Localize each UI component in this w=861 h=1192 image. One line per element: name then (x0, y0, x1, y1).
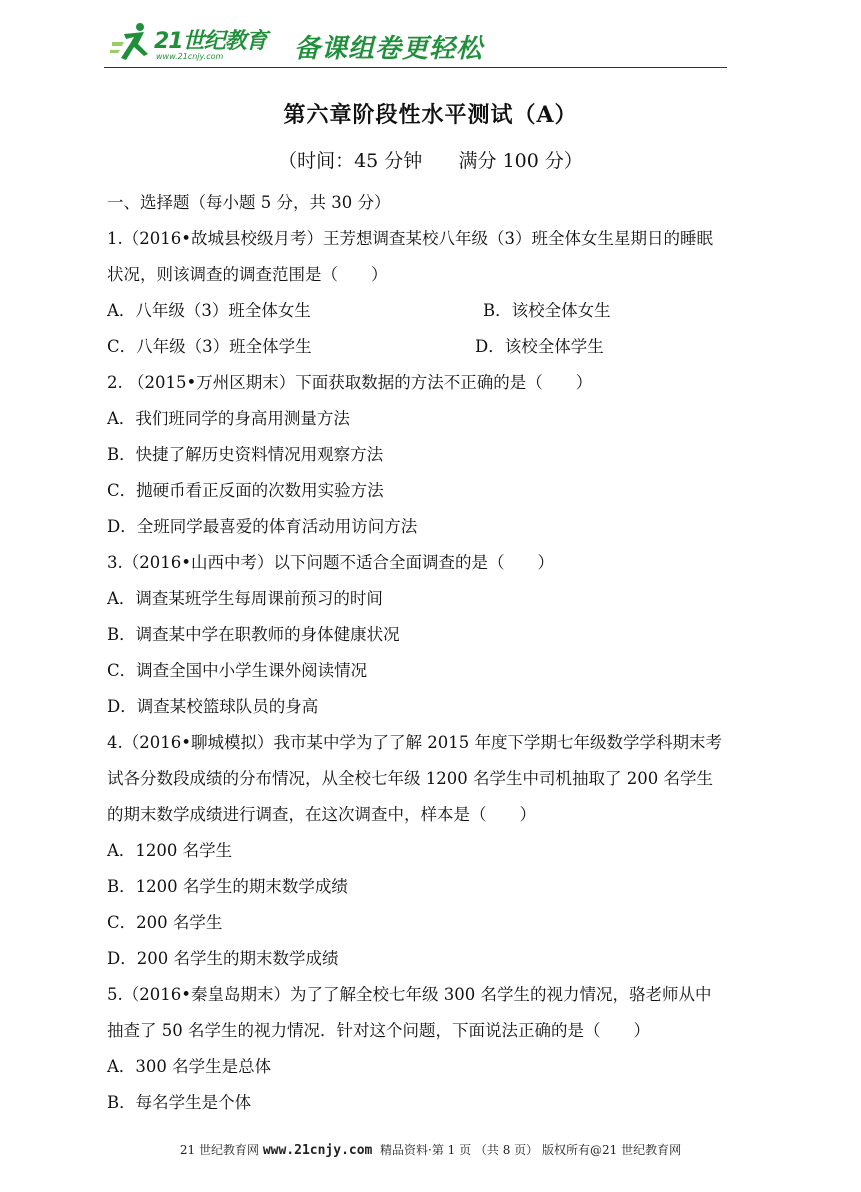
question-4-option-a: A．1200 名学生 (107, 841, 233, 860)
question-1-option-d: D．该校全体学生 (475, 337, 604, 356)
question-2-option-b: B．快捷了解历史资料情况用观察方法 (107, 445, 384, 464)
question-4-option-c: C．200 名学生 (107, 913, 223, 932)
slogan: 备课组卷更轻松 (294, 34, 484, 64)
question-2-option-c: C．抛硬币看正反面的次数用实验方法 (107, 481, 384, 500)
question-5-option-a: A．300 名学生是总体 (107, 1057, 272, 1076)
question-3-option-d: D．调查某校篮球队员的身高 (107, 697, 319, 716)
question-1-line-1: 1.（2016•故城县校级月考）王芳想调查某校八年级（3）班全体女生星期日的睡眠 (107, 229, 713, 248)
footer-left-text: 21 世纪教育网 (179, 1143, 263, 1157)
question-4-option-d: D．200 名学生的期末数学成绩 (107, 949, 339, 968)
question-3-option-c: C．调查全国中小学生课外阅读情况 (107, 661, 368, 680)
question-5-option-b: B．每名学生是个体 (107, 1093, 252, 1112)
footer-right-text: 精品资料·第 1 页 （共 8 页） 版权所有@21 世纪教育网 (372, 1143, 682, 1157)
page-title: 第六章阶段性水平测试（A） (283, 102, 578, 128)
question-1-line-2: 状况，则该调查的调查范围是（ ） (107, 265, 388, 284)
question-1-option-a: A．八年级（3）班全体女生 (107, 301, 311, 320)
header-divider (104, 67, 727, 68)
section-heading: 一、选择题（每小题 5 分，共 30 分） (107, 193, 391, 212)
logo-url: www.21cnjy.com (156, 52, 224, 61)
question-2-option-d: D．全班同学最喜爱的体育活动用访问方法 (107, 517, 418, 536)
question-4-line-3: 的期末数学成绩进行调查，在这次调查中，样本是（ ） (107, 805, 536, 824)
logo-text: 21世纪教育 (154, 29, 267, 54)
question-3-option-b: B．调查某中学在职教师的身体健康状况 (107, 625, 400, 644)
footer-url-link[interactable]: www.21cnjy.com (262, 1143, 373, 1158)
question-2-line-1: 2. （2015•万州区期末）下面获取数据的方法不正确的是（ ） (107, 373, 593, 392)
question-3-line-1: 3.（2016•山西中考）以下问题不适合全面调查的是（ ） (107, 553, 554, 572)
runner-logo-icon (110, 20, 158, 64)
page-footer (0, 1141, 861, 1158)
question-4-option-b: B．1200 名学生的期末数学成绩 (107, 877, 348, 896)
question-4-line-2: 试各分数段成绩的分布情况，从全校七年级 1200 名学生中司机抽取了 200 名学生 (107, 769, 713, 788)
question-5-line-1: 5.（2016•秦皇岛期末）为了了解全校七年级 300 名学生的视力情况，骆老师从中 (107, 985, 712, 1004)
question-2-option-a: A．我们班同学的身高用测量方法 (107, 409, 350, 428)
question-1-option-c: C．八年级（3）班全体学生 (107, 337, 312, 356)
question-1-option-b: B．该校全体女生 (483, 301, 611, 320)
question-5-line-2: 抽查了 50 名学生的视力情况．针对这个问题，下面说法正确的是（ ） (107, 1021, 650, 1040)
header-banner (104, 18, 727, 70)
page-subtitle: （时间：45 分钟 满分 100 分） (278, 150, 583, 172)
question-3-option-a: A．调查某班学生每周课前预习的时间 (107, 589, 383, 608)
question-4-line-1: 4.（2016•聊城模拟）我市某中学为了了解 2015 年度下学期七年级数学学科期末考 (107, 733, 722, 752)
